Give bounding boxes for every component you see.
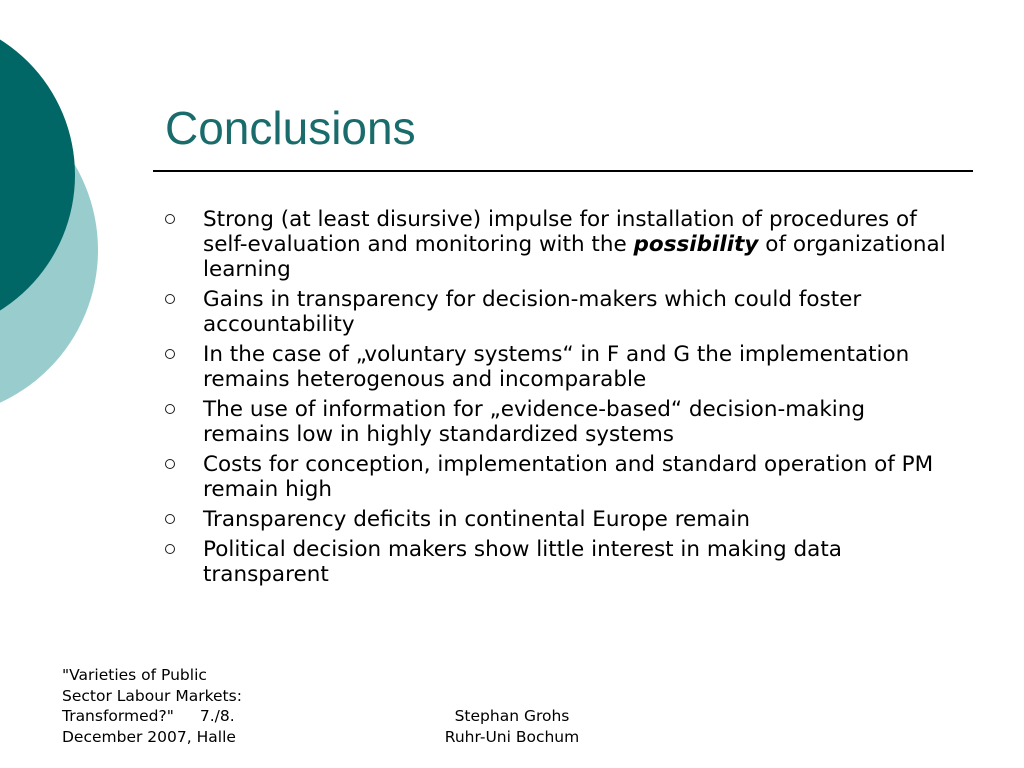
footer-event-line: Sector Labour Markets: [62,686,242,705]
bullet-emphasis: possibility [633,232,759,257]
footer-author-name: Stephan Grohs [454,707,570,725]
bullet-item [165,537,955,587]
footer-event-title-end: Transformed?" [62,707,174,725]
bullet-item [165,342,955,392]
bullet-text: Transparency deficits in continental Europe remain [203,507,751,532]
conclusions-list [165,207,955,592]
bullet-item [165,287,955,337]
hollow-circle-bullet-icon [165,294,175,304]
hollow-circle-bullet-icon [165,514,175,524]
bullet-text: In the case of „voluntary systems“ in F and G the implementation remains heterogenous and incomparable [203,342,910,392]
footer-author-affiliation: Ruhr-Uni Bochum [444,727,580,746]
hollow-circle-bullet-icon [165,349,175,359]
bullet-text: The use of information for „evidence-based“ decision-making remains low in highly standardized systems [203,397,866,447]
bullet-text: Costs for conception, implementation and standard operation of PM remain high [203,452,934,502]
footer-event [62,665,342,747]
footer-event-line: December 2007, Halle [62,727,236,746]
footer-event-date: 7./8. [199,707,235,725]
footer-author [412,706,612,747]
footer-event-line [62,706,342,727]
footer-event-line: "Varieties of Public [62,666,207,684]
bullet-text-after: of organizational learning [203,232,946,282]
bullet-text: Gains in transparency for decision-makers which could foster accountability [203,287,862,337]
hollow-circle-bullet-icon [165,214,175,224]
bullet-item [165,507,955,532]
bullet-text: Strong (at least disursive) impulse for installation of procedures of self-evaluation and monitoring with the [203,207,917,257]
title-divider [153,170,973,172]
bullet-text: Political decision makers show little interest in making data transparent [203,537,842,587]
hollow-circle-bullet-icon [165,544,175,554]
bullet-item [165,207,955,282]
slide-title: Conclusions [165,102,416,154]
decorative-circles [0,0,110,420]
hollow-circle-bullet-icon [165,404,175,414]
hollow-circle-bullet-icon [165,459,175,469]
bullet-item [165,452,955,502]
bullet-item [165,397,955,447]
